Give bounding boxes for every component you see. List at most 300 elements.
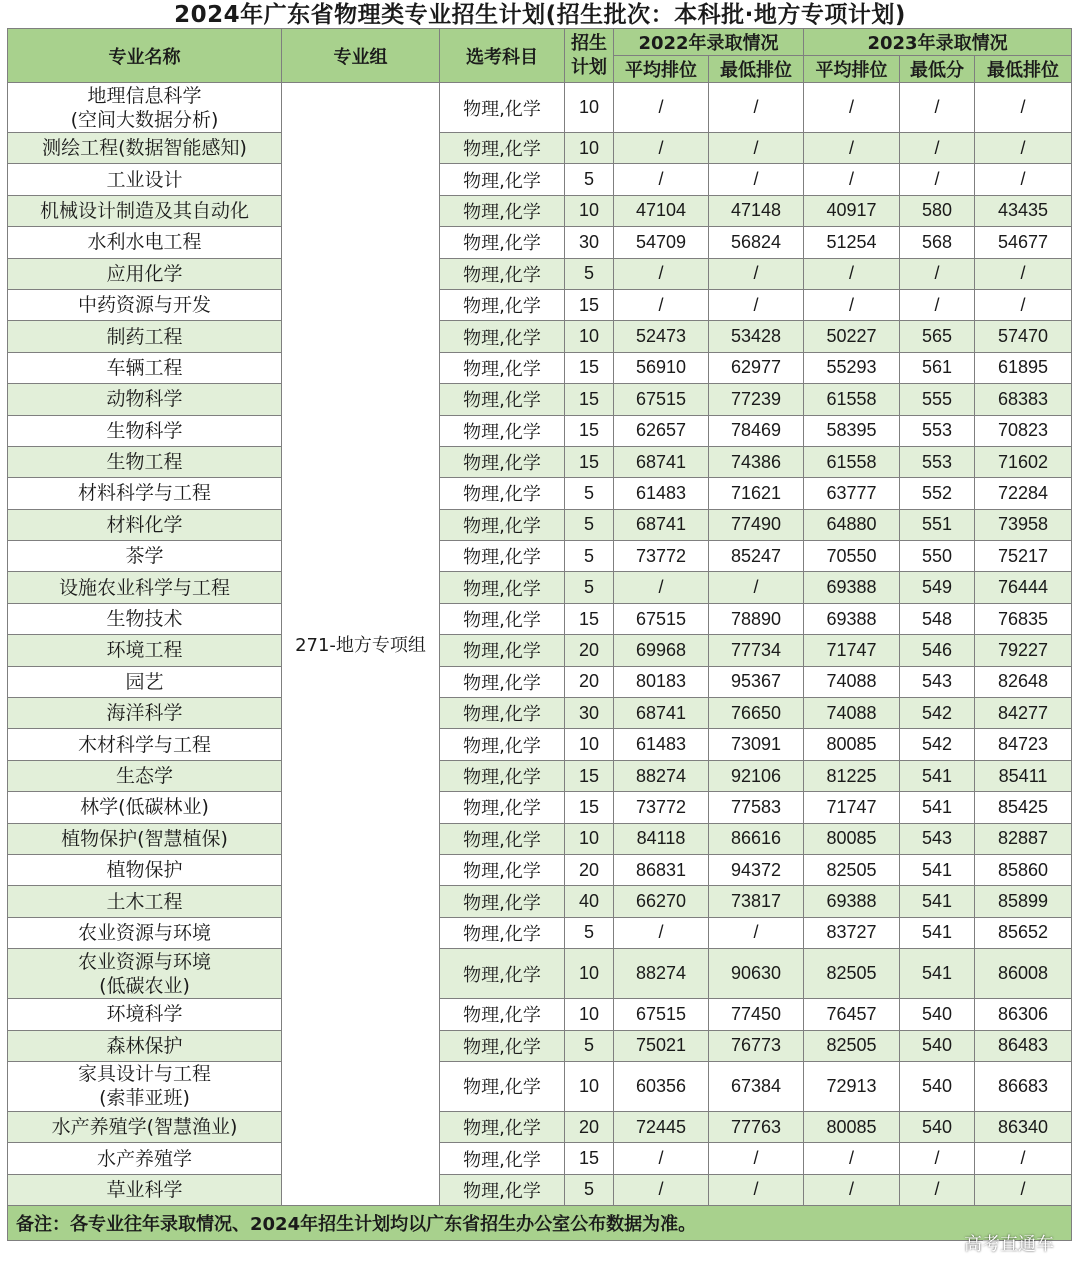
min-rank-2022: 95367 [709, 666, 804, 697]
major-name: 制药工程 [8, 321, 282, 352]
plan-count: 20 [565, 1111, 614, 1142]
avg-rank-2022: 68741 [614, 509, 709, 540]
min-rank-2022: / [709, 164, 804, 195]
major-name: 海洋科学 [8, 698, 282, 729]
header-plan: 招生计划 [565, 29, 614, 83]
min-rank-2023: 75217 [975, 541, 1072, 572]
min-rank-2023: 70823 [975, 415, 1072, 446]
major-name: 生物科学 [8, 415, 282, 446]
avg-rank-2022: 73772 [614, 541, 709, 572]
min-score-2023: / [900, 289, 975, 320]
min-rank-2022: 73091 [709, 729, 804, 760]
subjects-cell: 物理,化学 [440, 164, 565, 195]
header-avg-rank-2023: 平均排位 [804, 56, 900, 83]
min-score-2023: 542 [900, 729, 975, 760]
avg-rank-2023: 58395 [804, 415, 900, 446]
admission-table [7, 28, 1072, 1241]
plan-count: 5 [565, 164, 614, 195]
avg-rank-2023: / [804, 1143, 900, 1174]
plan-count: 5 [565, 509, 614, 540]
min-rank-2023: 76835 [975, 603, 1072, 634]
min-score-2023: 580 [900, 195, 975, 226]
header-min-rank-2023: 最低排位 [975, 56, 1072, 83]
watermark: 高考直通车 [964, 1234, 1054, 1255]
min-rank-2023: 84723 [975, 729, 1072, 760]
table-row [8, 854, 1072, 885]
avg-rank-2022: 69968 [614, 635, 709, 666]
subjects-cell: 物理,化学 [440, 603, 565, 634]
min-rank-2022: / [709, 1143, 804, 1174]
plan-count: 10 [565, 1061, 614, 1111]
avg-rank-2022: 52473 [614, 321, 709, 352]
header-subjects: 选考科目 [440, 29, 565, 83]
major-name: 地理信息科学 (空间大数据分析) [8, 83, 282, 133]
min-score-2023: 541 [900, 760, 975, 791]
major-name: 测绘工程(数据智能感知) [8, 133, 282, 164]
avg-rank-2023: 51254 [804, 227, 900, 258]
table-row [8, 321, 1072, 352]
major-name: 林学(低碳林业) [8, 792, 282, 823]
table-row [8, 258, 1072, 289]
subjects-cell: 物理,化学 [440, 478, 565, 509]
major-name: 车辆工程 [8, 352, 282, 383]
subjects-cell: 物理,化学 [440, 572, 565, 603]
avg-rank-2022: 60356 [614, 1061, 709, 1111]
table-row [8, 1111, 1072, 1142]
min-score-2023: 553 [900, 415, 975, 446]
table-row [8, 415, 1072, 446]
major-name: 水利水电工程 [8, 227, 282, 258]
min-rank-2023: 85860 [975, 854, 1072, 885]
avg-rank-2022: 67515 [614, 603, 709, 634]
avg-rank-2023: / [804, 258, 900, 289]
min-rank-2022: 78890 [709, 603, 804, 634]
min-rank-2022: 74386 [709, 446, 804, 477]
avg-rank-2023: 69388 [804, 572, 900, 603]
major-name: 生物技术 [8, 603, 282, 634]
min-rank-2023: 82887 [975, 823, 1072, 854]
major-name: 森林保护 [8, 1030, 282, 1061]
avg-rank-2022: 66270 [614, 886, 709, 917]
avg-rank-2023: 69388 [804, 886, 900, 917]
avg-rank-2023: 50227 [804, 321, 900, 352]
min-score-2023: 541 [900, 792, 975, 823]
avg-rank-2023: 55293 [804, 352, 900, 383]
table-row [8, 1174, 1072, 1205]
plan-count: 5 [565, 478, 614, 509]
avg-rank-2022: 67515 [614, 384, 709, 415]
min-score-2023: 568 [900, 227, 975, 258]
table-row [8, 133, 1072, 164]
avg-rank-2022: 86831 [614, 854, 709, 885]
avg-rank-2022: / [614, 1143, 709, 1174]
min-rank-2023: 79227 [975, 635, 1072, 666]
avg-rank-2022: / [614, 83, 709, 133]
subjects-cell: 物理,化学 [440, 1174, 565, 1205]
avg-rank-2023: 64880 [804, 509, 900, 540]
plan-count: 10 [565, 999, 614, 1030]
subjects-cell: 物理,化学 [440, 1061, 565, 1111]
min-rank-2022: 92106 [709, 760, 804, 791]
subjects-cell: 物理,化学 [440, 541, 565, 572]
min-rank-2022: 77734 [709, 635, 804, 666]
avg-rank-2023: 61558 [804, 384, 900, 415]
avg-rank-2023: / [804, 1174, 900, 1205]
min-rank-2023: 85652 [975, 917, 1072, 948]
avg-rank-2023: 72913 [804, 1061, 900, 1111]
plan-count: 15 [565, 352, 614, 383]
table-row [8, 227, 1072, 258]
subjects-cell: 物理,化学 [440, 289, 565, 320]
major-name: 家具设计与工程 (索菲亚班) [8, 1061, 282, 1111]
plan-count: 5 [565, 1030, 614, 1061]
min-score-2023: 551 [900, 509, 975, 540]
min-rank-2023: 54677 [975, 227, 1072, 258]
plan-count: 20 [565, 635, 614, 666]
table-row [8, 195, 1072, 226]
major-name: 环境工程 [8, 635, 282, 666]
min-score-2023: 548 [900, 603, 975, 634]
table-row [8, 384, 1072, 415]
subjects-cell: 物理,化学 [440, 446, 565, 477]
avg-rank-2023: 80085 [804, 729, 900, 760]
subjects-cell: 物理,化学 [440, 886, 565, 917]
major-name: 农业资源与环境 [8, 917, 282, 948]
min-rank-2023: / [975, 133, 1072, 164]
plan-count: 40 [565, 886, 614, 917]
plan-count: 10 [565, 321, 614, 352]
table-row [8, 1030, 1072, 1061]
table-row [8, 541, 1072, 572]
plan-count: 15 [565, 289, 614, 320]
major-name: 草业科学 [8, 1174, 282, 1205]
min-rank-2022: 94372 [709, 854, 804, 885]
major-name: 木材科学与工程 [8, 729, 282, 760]
major-name: 中药资源与开发 [8, 289, 282, 320]
plan-count: 10 [565, 195, 614, 226]
min-rank-2022: / [709, 258, 804, 289]
major-name: 机械设计制造及其自动化 [8, 195, 282, 226]
subjects-cell: 物理,化学 [440, 321, 565, 352]
avg-rank-2023: 83727 [804, 917, 900, 948]
plan-count: 5 [565, 572, 614, 603]
avg-rank-2023: 81225 [804, 760, 900, 791]
avg-rank-2023: / [804, 83, 900, 133]
avg-rank-2022: 61483 [614, 729, 709, 760]
avg-rank-2022: 75021 [614, 1030, 709, 1061]
min-score-2023: / [900, 133, 975, 164]
min-score-2023: 541 [900, 917, 975, 948]
major-name: 水产养殖学(智慧渔业) [8, 1111, 282, 1142]
min-rank-2023: 61895 [975, 352, 1072, 383]
avg-rank-2022: 56910 [614, 352, 709, 383]
min-rank-2023: 82648 [975, 666, 1072, 697]
plan-count: 15 [565, 446, 614, 477]
plan-count: 20 [565, 854, 614, 885]
subjects-cell: 物理,化学 [440, 666, 565, 697]
min-score-2023: 541 [900, 886, 975, 917]
subjects-cell: 物理,化学 [440, 792, 565, 823]
avg-rank-2022: / [614, 133, 709, 164]
min-score-2023: 541 [900, 949, 975, 999]
table-row [8, 760, 1072, 791]
min-rank-2023: 68383 [975, 384, 1072, 415]
major-name: 生物工程 [8, 446, 282, 477]
min-rank-2022: 78469 [709, 415, 804, 446]
min-rank-2022: 85247 [709, 541, 804, 572]
subjects-cell: 物理,化学 [440, 415, 565, 446]
plan-count: 10 [565, 133, 614, 164]
avg-rank-2023: 74088 [804, 666, 900, 697]
plan-count: 15 [565, 1143, 614, 1174]
header-2022: 2022年录取情况 [614, 29, 804, 56]
min-score-2023: 555 [900, 384, 975, 415]
min-score-2023: / [900, 258, 975, 289]
major-name: 材料科学与工程 [8, 478, 282, 509]
major-name: 材料化学 [8, 509, 282, 540]
subjects-cell: 物理,化学 [440, 999, 565, 1030]
min-rank-2023: 86008 [975, 949, 1072, 999]
major-name: 农业资源与环境 (低碳农业) [8, 949, 282, 999]
avg-rank-2023: 82505 [804, 949, 900, 999]
table-row [8, 949, 1072, 999]
subjects-cell: 物理,化学 [440, 635, 565, 666]
plan-count: 15 [565, 415, 614, 446]
min-rank-2022: 77490 [709, 509, 804, 540]
avg-rank-2023: 61558 [804, 446, 900, 477]
major-name: 茶学 [8, 541, 282, 572]
avg-rank-2022: 88274 [614, 949, 709, 999]
avg-rank-2022: 67515 [614, 999, 709, 1030]
min-rank-2022: 77583 [709, 792, 804, 823]
min-score-2023: 540 [900, 999, 975, 1030]
avg-rank-2023: 82505 [804, 1030, 900, 1061]
avg-rank-2023: / [804, 164, 900, 195]
min-rank-2023: 86306 [975, 999, 1072, 1030]
min-rank-2022: 71621 [709, 478, 804, 509]
major-name: 工业设计 [8, 164, 282, 195]
min-score-2023: / [900, 83, 975, 133]
min-rank-2022: 77763 [709, 1111, 804, 1142]
avg-rank-2022: 47104 [614, 195, 709, 226]
avg-rank-2022: 88274 [614, 760, 709, 791]
min-score-2023: / [900, 164, 975, 195]
min-score-2023: 542 [900, 698, 975, 729]
min-score-2023: 561 [900, 352, 975, 383]
plan-count: 5 [565, 1174, 614, 1205]
table-row [8, 352, 1072, 383]
avg-rank-2023: / [804, 289, 900, 320]
plan-count: 10 [565, 949, 614, 999]
plan-count: 10 [565, 823, 614, 854]
major-name: 环境科学 [8, 999, 282, 1030]
plan-count: 10 [565, 83, 614, 133]
major-name: 植物保护(智慧植保) [8, 823, 282, 854]
table-row [8, 603, 1072, 634]
avg-rank-2023: 80085 [804, 823, 900, 854]
subjects-cell: 物理,化学 [440, 133, 565, 164]
avg-rank-2022: 84118 [614, 823, 709, 854]
subjects-cell: 物理,化学 [440, 352, 565, 383]
table-row [8, 823, 1072, 854]
subjects-cell: 物理,化学 [440, 384, 565, 415]
subjects-cell: 物理,化学 [440, 258, 565, 289]
subjects-cell: 物理,化学 [440, 83, 565, 133]
min-rank-2023: 71602 [975, 446, 1072, 477]
min-rank-2023: 86340 [975, 1111, 1072, 1142]
min-rank-2023: 76444 [975, 572, 1072, 603]
min-rank-2022: 77450 [709, 999, 804, 1030]
table-row [8, 164, 1072, 195]
table-row [8, 999, 1072, 1030]
table-row [8, 446, 1072, 477]
avg-rank-2022: 73772 [614, 792, 709, 823]
subjects-cell: 物理,化学 [440, 1030, 565, 1061]
min-rank-2022: 76650 [709, 698, 804, 729]
table-row [8, 729, 1072, 760]
plan-count: 5 [565, 917, 614, 948]
subjects-cell: 物理,化学 [440, 917, 565, 948]
subjects-cell: 物理,化学 [440, 760, 565, 791]
min-rank-2022: 73817 [709, 886, 804, 917]
avg-rank-2022: / [614, 258, 709, 289]
subjects-cell: 物理,化学 [440, 729, 565, 760]
plan-count: 15 [565, 760, 614, 791]
plan-count: 15 [565, 603, 614, 634]
major-name: 生态学 [8, 760, 282, 791]
avg-rank-2023: 74088 [804, 698, 900, 729]
major-name: 设施农业科学与工程 [8, 572, 282, 603]
major-name: 园艺 [8, 666, 282, 697]
table-row [8, 83, 1072, 133]
avg-rank-2022: / [614, 289, 709, 320]
min-rank-2023: 85411 [975, 760, 1072, 791]
avg-rank-2022: / [614, 1174, 709, 1205]
major-name: 应用化学 [8, 258, 282, 289]
min-rank-2022: / [709, 83, 804, 133]
min-rank-2022: 47148 [709, 195, 804, 226]
min-rank-2023: 72284 [975, 478, 1072, 509]
avg-rank-2022: 62657 [614, 415, 709, 446]
min-rank-2023: / [975, 83, 1072, 133]
min-score-2023: 541 [900, 854, 975, 885]
min-rank-2022: 90630 [709, 949, 804, 999]
subjects-cell: 物理,化学 [440, 698, 565, 729]
min-rank-2022: 77239 [709, 384, 804, 415]
min-rank-2023: 85425 [975, 792, 1072, 823]
table-row [8, 698, 1072, 729]
min-rank-2022: / [709, 572, 804, 603]
header-group: 专业组 [282, 29, 440, 83]
min-score-2023: 565 [900, 321, 975, 352]
min-rank-2022: / [709, 1174, 804, 1205]
table-row [8, 886, 1072, 917]
avg-rank-2022: 68741 [614, 698, 709, 729]
avg-rank-2022: 54709 [614, 227, 709, 258]
min-rank-2022: 86616 [709, 823, 804, 854]
plan-count: 5 [565, 258, 614, 289]
table-row [8, 917, 1072, 948]
plan-count: 20 [565, 666, 614, 697]
page-title: 2024年广东省物理类专业招生计划(招生批次：本科批·地方专项计划) [174, 2, 906, 28]
min-score-2023: / [900, 1174, 975, 1205]
min-rank-2022: 76773 [709, 1030, 804, 1061]
avg-rank-2022: / [614, 164, 709, 195]
plan-count: 30 [565, 227, 614, 258]
footnote: 备注：各专业往年录取情况、2024年招生计划均以广东省招生办公室公布数据为准。 [8, 1206, 1072, 1241]
min-rank-2023: 85899 [975, 886, 1072, 917]
min-rank-2023: 84277 [975, 698, 1072, 729]
header-min-rank-2022: 最低排位 [709, 56, 804, 83]
min-rank-2022: 62977 [709, 352, 804, 383]
plan-count: 15 [565, 384, 614, 415]
subjects-cell: 物理,化学 [440, 1143, 565, 1174]
plan-count: 10 [565, 729, 614, 760]
min-score-2023: 546 [900, 635, 975, 666]
major-name: 水产养殖学 [8, 1143, 282, 1174]
major-name: 植物保护 [8, 854, 282, 885]
min-rank-2022: 67384 [709, 1061, 804, 1111]
plan-count: 5 [565, 541, 614, 572]
subjects-cell: 物理,化学 [440, 1111, 565, 1142]
subjects-cell: 物理,化学 [440, 949, 565, 999]
min-rank-2023: / [975, 1174, 1072, 1205]
table-row [8, 792, 1072, 823]
min-rank-2023: 86483 [975, 1030, 1072, 1061]
min-rank-2023: / [975, 1143, 1072, 1174]
avg-rank-2023: 63777 [804, 478, 900, 509]
min-score-2023: 543 [900, 666, 975, 697]
min-rank-2022: 53428 [709, 321, 804, 352]
min-rank-2022: / [709, 917, 804, 948]
header-name: 专业名称 [8, 29, 282, 83]
subjects-cell: 物理,化学 [440, 509, 565, 540]
min-rank-2023: / [975, 289, 1072, 320]
table-row [8, 572, 1072, 603]
group-cell: 271-地方专项组 [282, 83, 440, 1206]
min-score-2023: 550 [900, 541, 975, 572]
table-row [8, 1143, 1072, 1174]
min-score-2023: 540 [900, 1030, 975, 1061]
min-score-2023: 553 [900, 446, 975, 477]
avg-rank-2022: 68741 [614, 446, 709, 477]
min-rank-2023: 43435 [975, 195, 1072, 226]
avg-rank-2023: 82505 [804, 854, 900, 885]
avg-rank-2023: 70550 [804, 541, 900, 572]
avg-rank-2023: 71747 [804, 792, 900, 823]
subjects-cell: 物理,化学 [440, 195, 565, 226]
avg-rank-2022: / [614, 572, 709, 603]
table-row [8, 1061, 1072, 1111]
min-rank-2023: 73958 [975, 509, 1072, 540]
avg-rank-2023: 80085 [804, 1111, 900, 1142]
header-min-score-2023: 最低分 [900, 56, 975, 83]
min-rank-2022: / [709, 289, 804, 320]
min-score-2023: 549 [900, 572, 975, 603]
avg-rank-2023: 40917 [804, 195, 900, 226]
avg-rank-2023: 69388 [804, 603, 900, 634]
avg-rank-2022: 72445 [614, 1111, 709, 1142]
min-score-2023: 543 [900, 823, 975, 854]
avg-rank-2022: 61483 [614, 478, 709, 509]
plan-count: 30 [565, 698, 614, 729]
min-score-2023: 540 [900, 1111, 975, 1142]
avg-rank-2023: 71747 [804, 635, 900, 666]
header-avg-rank-2022: 平均排位 [614, 56, 709, 83]
avg-rank-2023: 76457 [804, 999, 900, 1030]
min-rank-2022: / [709, 133, 804, 164]
table-row [8, 509, 1072, 540]
